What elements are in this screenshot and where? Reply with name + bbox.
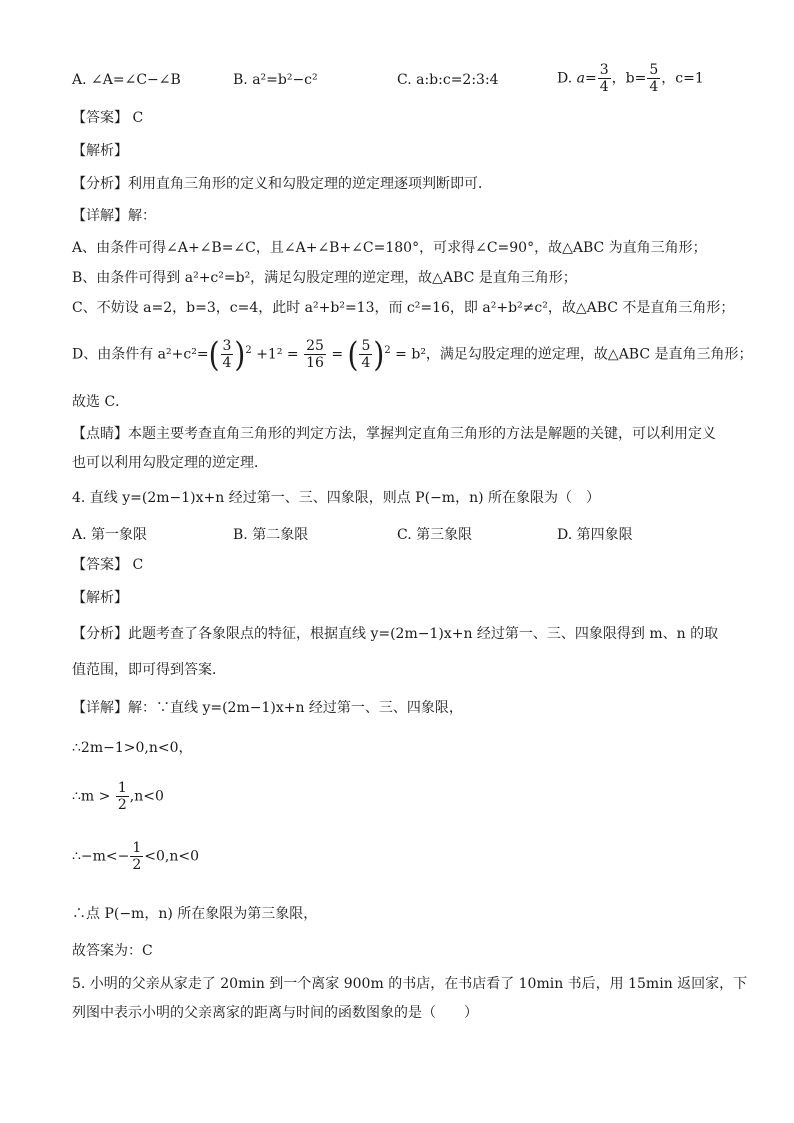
- q3-option-c: C. a:b:c=2:3:4: [397, 72, 499, 88]
- q3-line-b: B、由条件可得到 a²+c²=b²，满足勾股定理的逆定理，故△ABC 是直角三角形；: [72, 270, 577, 286]
- q3-option-b: B. a²=b²−c²: [233, 72, 318, 88]
- q3-line-a: A、由条件可得∠A+∠B=∠C，且∠A+∠B+∠C=180°，可求得∠C=90°，故△ABC 为直角三角形；: [72, 240, 707, 256]
- q3-option-d: D. a= $\frac{3}{4}$ ，b= $\frac{5}{4}$ ，c=1: [557, 62, 704, 95]
- q4-step1: ∴2m−1>0,n<0，: [72, 740, 193, 756]
- q3-line-d: D、由条件有 a²+c²=( $\frac{3}{4}$ )$^2$ +1² = $\frac{25}{16}$ = ( $\frac{5}{4}$ )$^2$ = b²，满足勾股定理的逆定理，故△ABC 是直角三角形；: [72, 334, 753, 374]
- q4-fenxi-line2: 值范围，即可得到答案．: [72, 662, 226, 678]
- q4-option-c: C. 第三象限: [397, 527, 473, 543]
- q4-option-a: A. 第一象限: [72, 527, 148, 543]
- q4-option-d: D. 第四象限: [557, 527, 633, 543]
- q4-fenxi-line1: 【分析】此题考查了各象限点的特征，根据直线 y=(2m−1)x+n 经过第一、三、四象限得到 m、n 的取: [72, 626, 719, 642]
- q3-line-c: C、不妨设 a=2，b=3，c=4，此时 a²+b²=13，而 c²=16，即 a²+b²≠c²，故△ABC 不是直角三角形；: [72, 300, 735, 316]
- q3-choose: 故选 C．: [72, 394, 130, 410]
- q5-question-line1: 5. 小明的父亲从家走了 20min 到一个离家 900m 的书店，在书店看了 10min 书后，用 15min 返回家，下: [72, 976, 748, 992]
- q4-final: 故答案为：C: [72, 943, 153, 959]
- q4-answer: 【答案】 C: [72, 557, 144, 573]
- q4-question: 4. 直线 y=(2m−1)x+n 经过第一、三、四象限，则点 P(−m，n) 所在象限为（ ）: [72, 490, 600, 506]
- q4-xiangjie: 【详解】解：∵直线 y=(2m−1)x+n 经过第一、三、四象限，: [72, 700, 463, 716]
- q4-step3: ∴−m<− $\frac{1}{2}$ <0,n<0: [72, 840, 200, 873]
- q5-question-line2: 列图中表示小明的父亲离家的距离与时间的函数图象的是（ ）: [72, 1005, 478, 1021]
- q3-analysis-heading: 【解析】: [72, 143, 128, 159]
- q3-option-a: A. ∠A=∠C−∠B: [72, 72, 181, 88]
- q4-analysis-heading: 【解析】: [72, 590, 128, 606]
- q3-answer: 【答案】 C: [72, 110, 144, 126]
- q3-dianjing-line1: 【点睛】本题主要考查直角三角形的判定方法，掌握判定直角三角形的方法是解题的关键，可以利用定义: [72, 426, 716, 442]
- q4-step2: ∴m > $\frac{1}{2}$ ,n<0: [72, 780, 164, 813]
- q4-option-b: B. 第二象限: [233, 527, 309, 543]
- q3-fenxi: 【分析】利用直角三角形的定义和勾股定理的逆定理逐项判断即可．: [72, 176, 492, 192]
- q4-step4: ∴点 P(−m，n) 所在象限为第三象限，: [72, 906, 318, 922]
- q3-dianjing-line2: 也可以利用勾股定理的逆定理．: [72, 455, 268, 471]
- q3-xiangjie: 【详解】解：: [72, 208, 156, 224]
